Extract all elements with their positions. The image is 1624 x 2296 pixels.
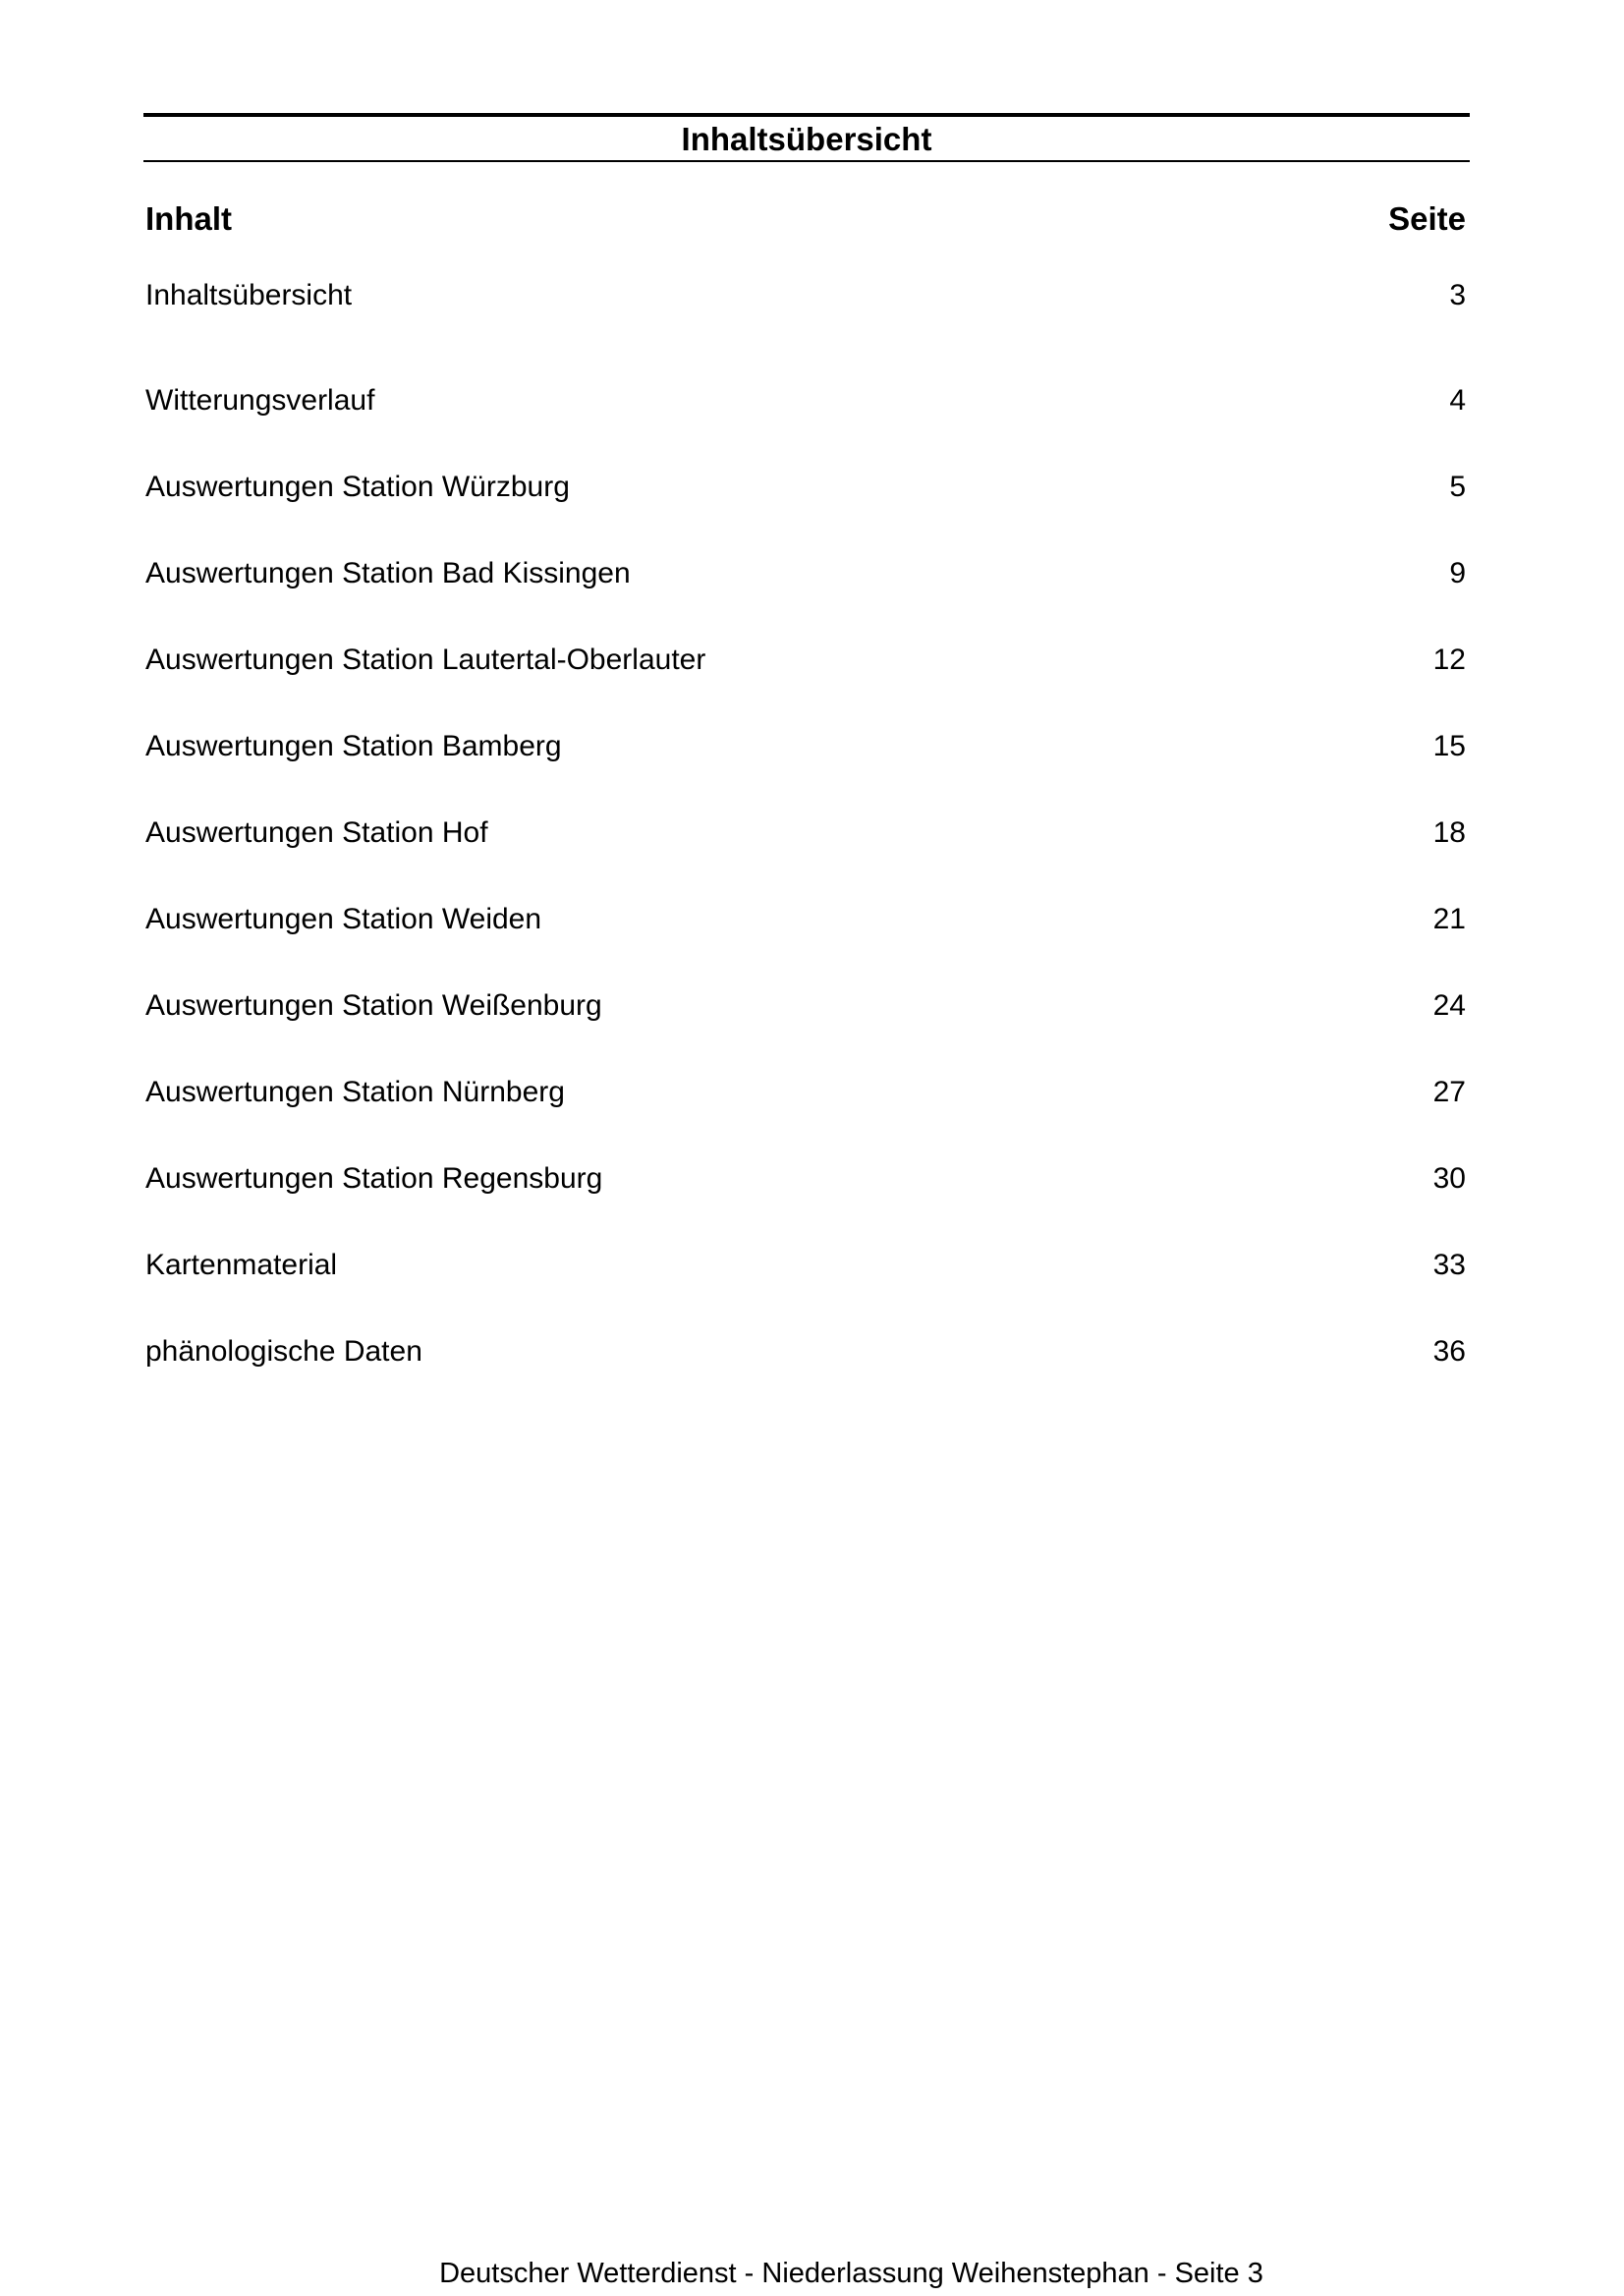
toc-entry[interactable]	[145, 1222, 1466, 1309]
toc-entry-page: 18	[1432, 816, 1466, 849]
toc-header	[145, 195, 1466, 244]
toc-entry-label: Auswertungen Station Würzburg	[145, 471, 570, 503]
toc-entry-page: 36	[1432, 1335, 1466, 1368]
toc-entry[interactable]	[145, 531, 1466, 617]
toc-entry-page: 9	[1449, 557, 1466, 589]
toc-entry[interactable]	[145, 703, 1466, 790]
toc-entry-page: 5	[1449, 471, 1466, 503]
toc-header-page: Seite	[1388, 200, 1466, 237]
toc-entry-page: 27	[1432, 1076, 1466, 1108]
toc-entry-page: 33	[1432, 1249, 1466, 1281]
toc-entry-page: 4	[1449, 384, 1466, 417]
page-footer	[0, 2260, 1624, 2288]
toc-entry-label: Inhaltsübersicht	[145, 279, 353, 311]
toc-entry-label: Auswertungen Station Lautertal-Oberlauter	[145, 644, 706, 676]
toc-entry-page: 24	[1432, 989, 1466, 1022]
toc-entry-page: 30	[1432, 1162, 1466, 1195]
toc-entry[interactable]	[145, 1049, 1466, 1136]
toc-entry[interactable]	[145, 1309, 1466, 1395]
toc-entry-label: phänologische Daten	[145, 1335, 422, 1368]
toc-entry-label: Auswertungen Station Bamberg	[145, 730, 562, 762]
toc-entry-label: Auswertungen Station Regensburg	[145, 1162, 603, 1195]
toc-entry[interactable]	[145, 1136, 1466, 1222]
toc-entry[interactable]	[145, 617, 1466, 703]
toc-entry-label: Auswertungen Station Nürnberg	[145, 1076, 565, 1108]
toc-entry[interactable]	[145, 790, 1466, 876]
table-of-contents	[145, 195, 1466, 1395]
toc-entry-label: Auswertungen Station Bad Kissingen	[145, 557, 631, 589]
toc-entry[interactable]	[145, 963, 1466, 1049]
toc-entry[interactable]	[145, 876, 1466, 963]
page-title: Inhaltsübersicht	[681, 120, 932, 157]
toc-entry[interactable]	[145, 358, 1466, 444]
toc-list	[145, 271, 1466, 1395]
toc-entry-label: Auswertungen Station Hof	[145, 816, 488, 849]
toc-entry-page: 12	[1432, 644, 1466, 676]
toc-header-content: Inhalt	[145, 200, 232, 237]
toc-entry-label: Kartenmaterial	[145, 1249, 338, 1281]
footer-text: Deutscher Wetterdienst - Niederlassung Weihenstephan - Seite 3	[439, 2258, 1263, 2289]
toc-entry-page: 21	[1432, 903, 1466, 935]
toc-entry-label: Auswertungen Station Weißenburg	[145, 989, 602, 1022]
toc-entry-page: 15	[1432, 730, 1466, 762]
toc-entry-page: 3	[1449, 279, 1466, 311]
title-band	[143, 113, 1470, 162]
toc-entry-label: Auswertungen Station Weiden	[145, 903, 542, 935]
toc-entry[interactable]	[145, 271, 1466, 320]
toc-entry[interactable]	[145, 444, 1466, 531]
toc-entry-label: Witterungsverlauf	[145, 384, 375, 417]
